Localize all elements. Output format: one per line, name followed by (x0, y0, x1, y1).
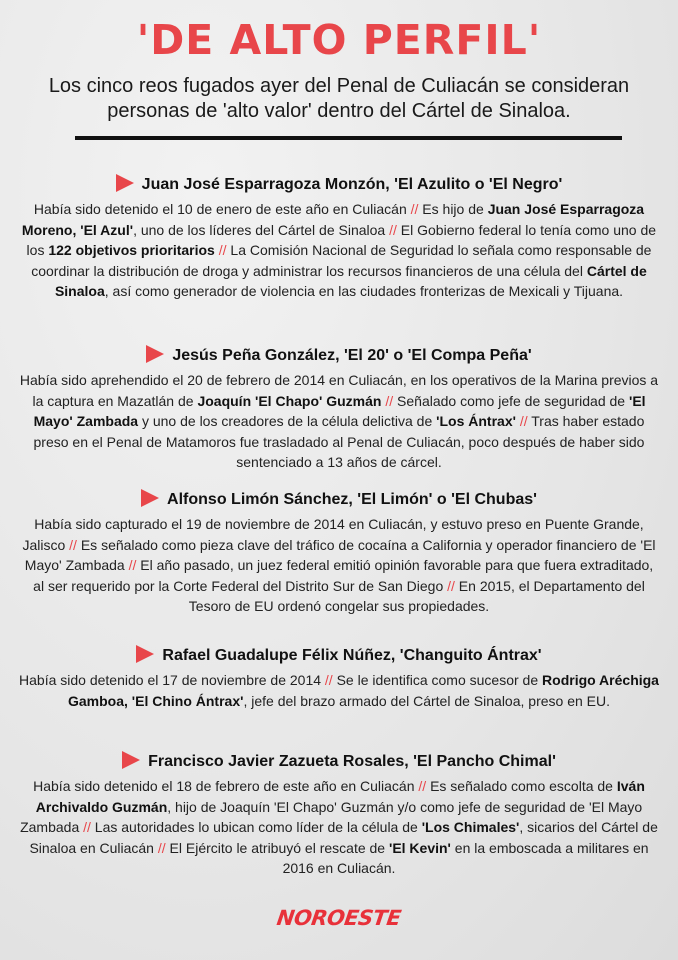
separator-mark: // (519, 413, 528, 430)
page-subtitle: Los cinco reos fugados ayer del Penal de Culiacán se consideran personas de 'alto valor' dentro del Cártel de Sinaloa. (48, 75, 630, 122)
separator-mark: // (418, 778, 427, 794)
profile-name: Alfonso Limón Sánchez, 'El Limón' o 'El Chubas' (167, 491, 537, 508)
page-title: 'DE ALTO PERFIL' (136, 16, 542, 64)
body-text: Había sido detenido el 10 de enero de este año en Culiacán (33, 201, 411, 217)
profile-heading (18, 645, 660, 665)
bold-name: Iván Archivaldo Guzmán (35, 778, 645, 815)
bold-name: 'Los Ántrax' (436, 413, 516, 430)
profile-heading (18, 489, 660, 509)
profile-zazueta (18, 751, 660, 879)
bold-name: 'El Mayo' Zambada (33, 392, 646, 430)
profile-heading (18, 174, 660, 194)
separator-mark: // (385, 392, 394, 409)
separator-mark: // (128, 557, 137, 574)
profile-body (18, 370, 660, 473)
profile-limon (18, 489, 660, 617)
profile-name: Juan José Esparragoza Monzón, 'El Azulito o 'El Negro' (141, 176, 563, 193)
body-text: Había sido detenido el 18 de febrero de este año en Culiacán (33, 778, 419, 794)
body-text: , así como generador de violencia en las ciudades fronterizas de Mexicali y Tijuana. (104, 283, 624, 300)
play-arrow-icon (146, 345, 164, 363)
profile-heading (18, 345, 660, 365)
profile-felix (18, 645, 660, 711)
play-arrow-icon (116, 174, 134, 192)
separator-mark: // (83, 819, 91, 836)
separator-mark: // (157, 839, 166, 856)
body-text: , hijo de Joaquín 'El Chapo' Guzmán y/o como jefe de seguridad de 'El Mayo Zambada (20, 798, 643, 836)
play-arrow-icon (122, 751, 140, 769)
divider-rule (75, 136, 622, 140)
profile-heading (18, 751, 660, 771)
separator-mark: // (389, 221, 397, 238)
separator-mark: // (324, 672, 333, 688)
bold-name: 122 objetivos prioritarios (48, 242, 215, 259)
body-text: Es señalado como pieza clave del tráfico de cocaína a California y operador financiero de 'El Mayo' Zambada (24, 536, 656, 574)
body-text: La Comisión Nacional de Seguridad lo señala como responsable de coordinar la distribución de droga y administrar los recursos financieros de una célula del (31, 242, 652, 279)
body-text: Las autoridades lo ubican como líder de la célula de (90, 819, 422, 836)
profile-body (18, 670, 660, 711)
play-arrow-icon (141, 489, 159, 507)
body-text: , jefe del brazo armado del Cártel de Sinaloa, preso en EU. (243, 692, 610, 709)
body-text: El año pasado, un juez federal emitió opinión favorable para que fuera extraditado, al ser requerido por la Corte Federal del Distrito Sur de San Diego (33, 557, 654, 594)
bold-name: Cártel de Sinaloa (54, 262, 647, 300)
body-text: Señalado como jefe de seguridad de (393, 392, 629, 409)
body-text: en la emboscada a militares en 2016 en Culiacán. (282, 839, 649, 877)
profile-esparragoza (18, 174, 660, 302)
profile-body (18, 199, 660, 302)
body-text: El Ejército le atribuyó el rescate de (165, 839, 389, 856)
body-text: , sicarios del Cártel de Sinaloa en Culiacán (29, 819, 658, 856)
profile-name: Jesús Peña González, 'El 20' o 'El Compa Peña' (172, 347, 532, 364)
bold-name: Rodrigo Aréchiga Gamboa, 'El Chino Ántrax' (67, 672, 659, 709)
body-text: Había sido capturado el 19 de noviembre de 2014 en Culiacán, y estuvo preso en Puente Grande, Jalisco (22, 516, 644, 553)
body-text: Es señalado como escolta de (426, 778, 617, 794)
body-text: y uno de los creadores de la célula delictiva de (138, 413, 437, 430)
body-text: Había sido aprehendido el 20 de febrero de 2014 en Culiacán, en los operativos de la Marina previos a la captura en Mazatlán de (19, 372, 659, 409)
body-text: Es hijo de (418, 201, 488, 217)
bold-name: 'Los Chimales' (421, 819, 520, 836)
bold-name: 'El Kevin' (388, 839, 451, 856)
logo-wordmark: NOROESTE (275, 906, 403, 930)
bold-name: Joaquín 'El Chapo' Guzmán (197, 392, 382, 409)
body-text: El Gobierno federal lo tenía como uno de los (26, 221, 657, 259)
bold-name: Juan José Esparragoza Moreno, 'El Azul' (21, 201, 645, 238)
noroeste-logo (0, 906, 678, 930)
body-text: En 2015, el Departamento del Tesoro de EU ordenó congelar sus propiedades. (188, 577, 645, 615)
profile-body (18, 514, 660, 617)
body-text: Había sido detenido el 17 de noviembre de 2014 (19, 672, 325, 688)
profile-body (18, 776, 660, 879)
play-arrow-icon (136, 645, 154, 663)
profile-name: Rafael Guadalupe Félix Núñez, 'Changuito Ántrax' (162, 647, 542, 664)
body-text: , uno de los líderes del Cártel de Sinaloa (133, 221, 390, 238)
body-text: Tras haber estado preso en el Penal de Matamoros fue trasladado al Penal de Culiacán, poco después de haber sido sentenciado a 13 años de cárcel. (33, 413, 645, 471)
separator-mark: // (447, 577, 455, 594)
separator-mark: // (218, 242, 227, 259)
body-text: Se le identifica como sucesor de (332, 672, 543, 688)
profile-name: Francisco Javier Zazueta Rosales, 'El Pancho Chimal' (148, 753, 556, 770)
profile-pena (18, 345, 660, 473)
separator-mark: // (410, 201, 419, 217)
separator-mark: // (69, 536, 77, 553)
